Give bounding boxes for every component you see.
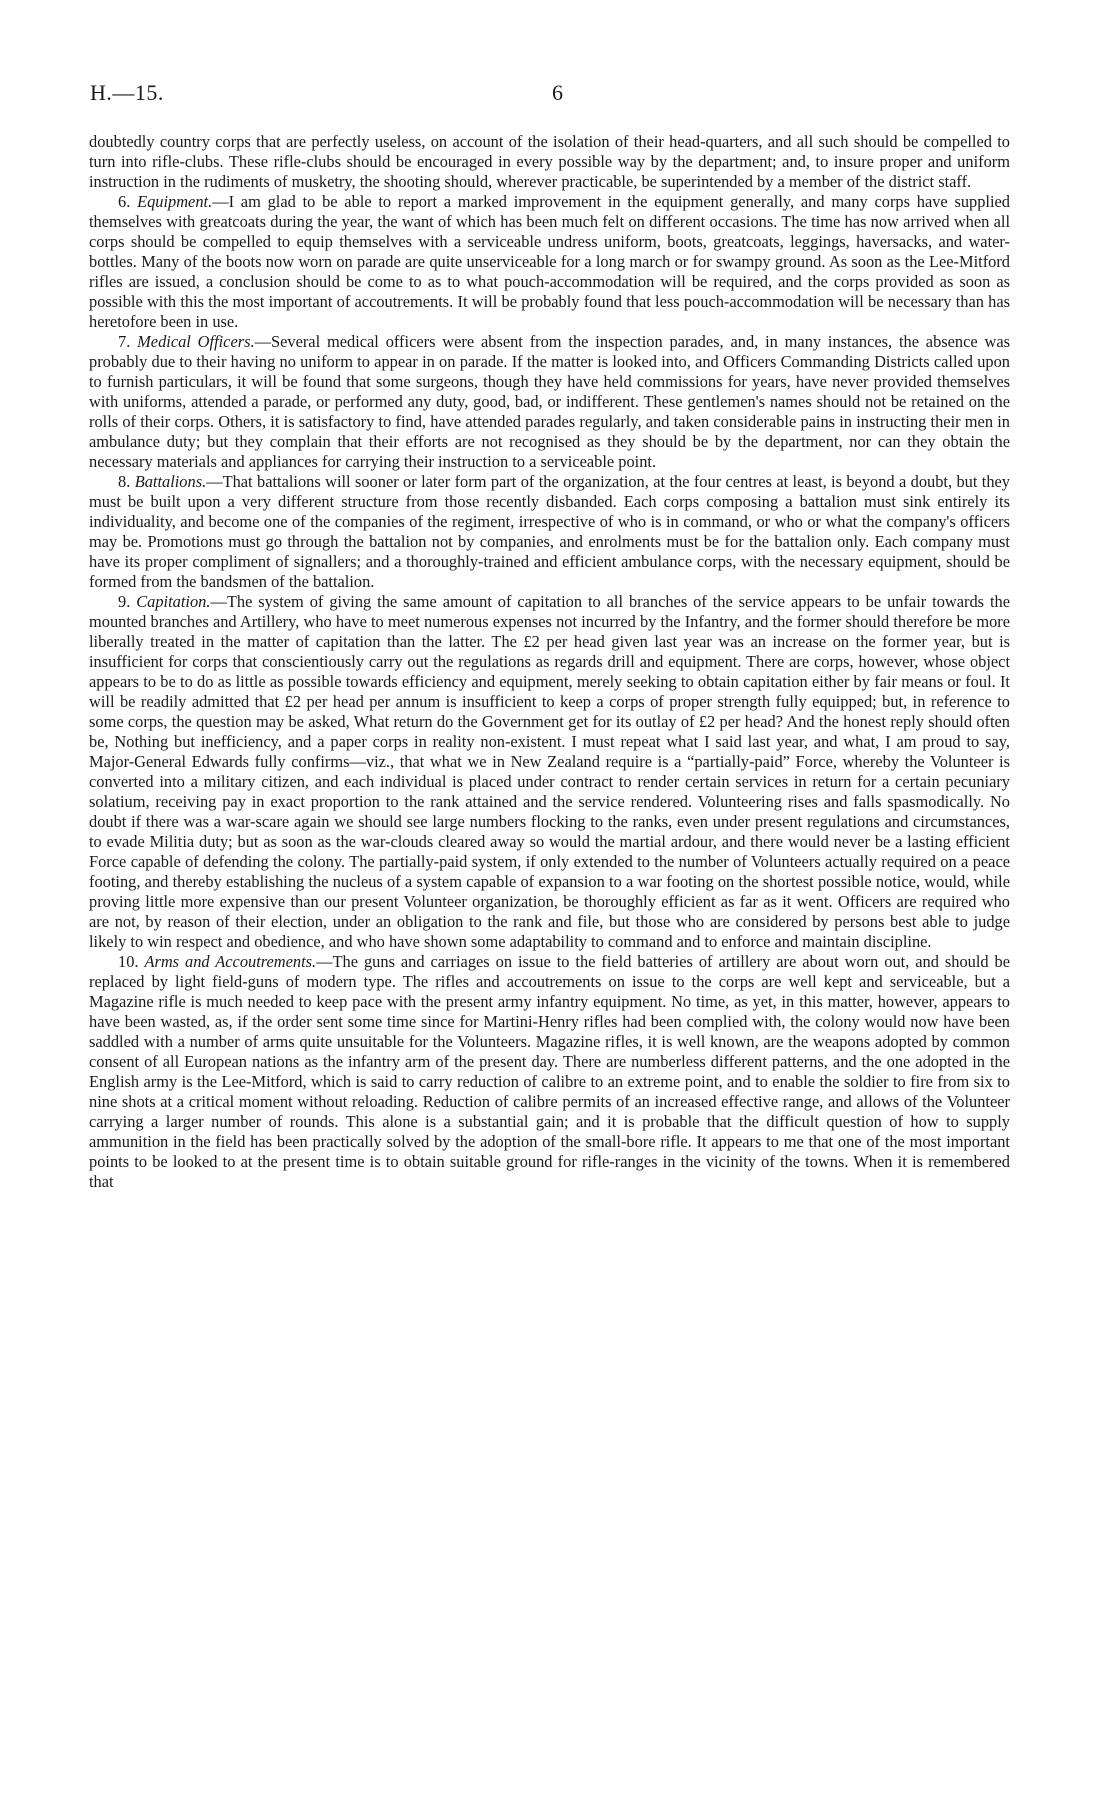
- section-heading: Equipment.: [137, 192, 213, 211]
- body-text: [89, 132, 1010, 1192]
- section-number: 10.: [118, 952, 145, 971]
- page-header: [90, 80, 1010, 110]
- paragraph-text: —Several medical officers were absent from the inspection parades, and, in many instances, the absence was probably due to their having no uniform to appear in on parade. If the matter is looked into, and Officers Commanding Districts called upon to furnish particulars, it will be found that some surgeons, though they have held commissions for years, have never provided themselves with uniforms, attended a parade, or performed any duty, good, bad, or indifferent. These gentlemen's names should not be retained on the rolls of their corps. Others, it is satisfactory to find, have attended parades regularly, and taken considerable pains in instructing their men in ambulance duty; but they complain that their efforts are not recognised as they should be by the department, nor can they obtain the necessary materials and appliances for carrying their instruction to a serviceable point.: [89, 332, 1011, 471]
- paragraph-continuation: [89, 132, 1010, 192]
- section-number: 6.: [118, 192, 138, 211]
- section-equipment: [89, 192, 1010, 332]
- section-heading: Capitation.: [136, 592, 211, 611]
- page-number: 6: [552, 80, 563, 105]
- section-heading: Arms and Accoutrements.: [144, 952, 317, 971]
- section-medical-officers: [89, 332, 1010, 472]
- paragraph-text: —I am glad to be able to report a marked improvement in the equipment generally, and many corps have supplied themselves with greatcoats during the year, the want of which has been much felt on different occasions. The time has now arrived when all corps should be compelled to equip themselves with a serviceable undress uniform, boots, greatcoats, leggings, haversacks, and water-bottles. Many of the boots now worn on parade are quite unserviceable for a long march or for swampy ground. As soon as the Lee-Mitford rifles are issued, a conclusion should be come to as to what pouch-accommodation will be required, and the corps provided as soon as possible with this the most important of accoutrements. It will be probably found that less pouch-accommodation will be necessary than has heretofore been in use.: [89, 192, 1010, 331]
- section-number: 7.: [118, 332, 138, 351]
- paragraph-text: —The system of giving the same amount of capitation to all branches of the service appears to be unfair towards the mounted branches and Artillery, who have to meet numerous expenses not incurred by the Infantry, and the former should therefore be more liberally treated in the matter of capitation than the latter. The £2 per head given last year was an increase on the former year, but is insufficient for corps that conscientiously carry out the regulations as regards drill and equipment. There are corps, however, whose object appears to be to do as little as possible towards efficiency and equipment, merely seeking to obtain capitation either by fair means or foul. It will be readily admitted that £2 per head per annum is insufficient to keep a corps of proper strength fully equipped; but, in reference to some corps, the question may be asked, What return do the Government get for its outlay of £2 per head? And the honest reply should often be, Nothing but inefficiency, and a paper corps in reality non-existent. I must repeat what I said last year, and what, I am proud to say, Major-General Edwards fully confirms—viz., that what we in New Zealand require is a “partially-paid” Force, whereby the Volunteer is converted into a military citizen, and each individual is placed under contract to render certain services in return for a certain pecuniary solatium, receiving pay in exact proportion to the rank attained and the service rendered. Volunteering rises and falls spasmodically. No doubt if there was a war-scare again we should see large numbers flocking to the ranks, even under present regulations and circumstances, to evade Militia duty; but as soon as the war-clouds cleared away so would the martial ardour, and there would never be a lasting efficient Force capable of defending the colony. The partially-paid system, if only extended to the number of Volunteers actually required on a peace footing, and thereby establishing the nucleus of a system capable of expansion to a war footing on the shortest possible notice, would, while proving little more expensive than our present Volunteer organization, be thoroughly efficient as far as it went. Officers are required who are not, by reason of their election, under an obligation to the rank and file, but those who are considered by persons best able to judge likely to win respect and obedience, and who have shown some adaptability to command and to enforce and maintain discipline.: [89, 592, 1011, 951]
- section-number: 9.: [118, 592, 137, 611]
- section-capitation: [89, 592, 1010, 952]
- section-number: 8.: [118, 472, 135, 491]
- paragraph-text: —The guns and carriages on issue to the field batteries of artillery are about worn out, and should be replaced by light field-guns of modern type. The rifles and accoutrements on issue to the corps are well kept and serviceable, but a Magazine rifle is much needed to keep pace with the present army infantry equipment. No time, as yet, in this matter, however, appears to have been wasted, as, if the order sent some time since for Martini-Henry rifles had been complied with, the colony would now have been saddled with a number of arms quite unsuitable for the Volunteers. Magazine rifles, it is well known, are the weapons adopted by common consent of all European nations as the infantry arm of the present day. There are numberless different patterns, and the one adopted in the English army is the Lee-Mitford, which is said to carry reduction of calibre to an extreme point, and to enable the soldier to fire from six to nine shots at a critical moment without reloading. Reduction of calibre permits of an increased effective range, and allows of the Volunteer carrying a larger number of rounds. This alone is a substantial gain; and it is probable that the difficult question of how to supply ammunition in the field has been practically solved by the adoption of the small-bore rifle. It appears to me that one of the most important points to be looked to at the present time is to obtain suitable ground for rifle-ranges in the vicinity of the towns. When it is remembered that: [89, 952, 1011, 1191]
- section-arms-and-accoutrements: [89, 952, 1010, 1192]
- section-heading: Medical Officers.: [137, 332, 255, 351]
- document-reference: H.—15.: [90, 80, 164, 105]
- paragraph-text: doubtedly country corps that are perfectly useless, on account of the isolation of their head-quarters, and all such should be compelled to turn into rifle-clubs. These rifle-clubs should be encouraged in every possible way by the department; and, to insure proper and uniform instruction in the rudiments of musketry, the shooting should, wherever practicable, be superintended by a member of the district staff.: [89, 132, 1010, 191]
- section-battalions: [89, 472, 1010, 592]
- section-heading: Battalions.: [134, 472, 207, 491]
- paragraph-text: —That battalions will sooner or later form part of the organization, at the four centres at least, is beyond a doubt, but they must be built upon a very different structure from those recently disbanded. Each corps composing a battalion must sink entirely its individuality, and become one of the companies of the regiment, irrespective of who is in command, or who or what the company's officers may be. Promotions must go through the battalion not by companies, and enrolments must be for the battalion only. Each company must have its proper compliment of signallers; and a thoroughly-trained and efficient ambulance corps, with the necessary equipment, should be formed from the bandsmen of the battalion.: [89, 472, 1011, 591]
